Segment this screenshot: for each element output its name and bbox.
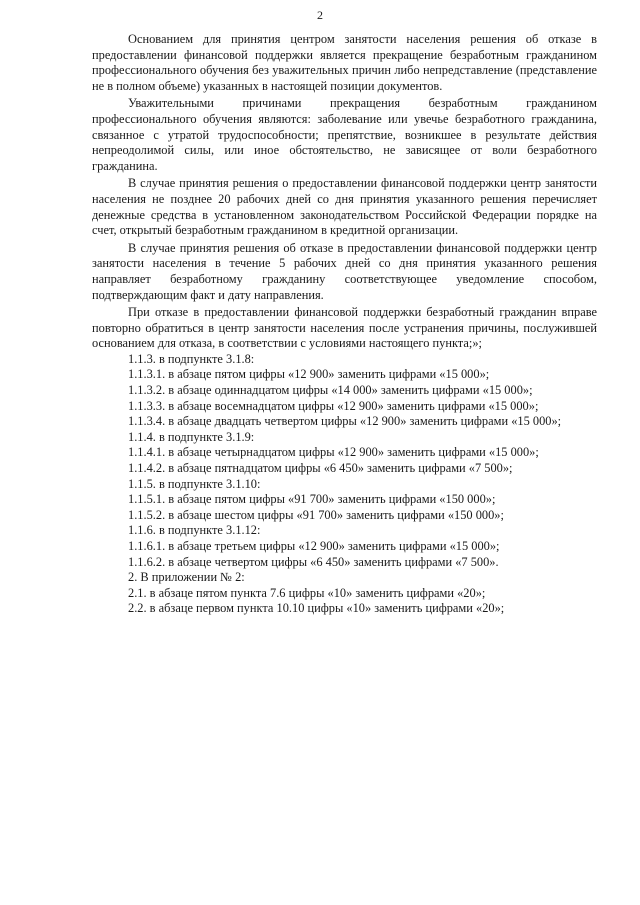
amendment-item: 2.1. в абзаце пятом пункта 7.6 цифры «10» заменить цифрами «20»; <box>128 585 486 600</box>
amendment-item: 2. В приложении № 2: <box>128 570 245 585</box>
amendment-item: 1.1.4.2. в абзаце пятнадцатом цифры «6 450» заменить цифрами «7 500»; <box>128 461 513 476</box>
paragraph: Основанием для принятия центром занятости населения решения об отказе в предоставлении финансовой поддержки является прекращение безработным гражданином профессионального обучения без уважительных причин либо непредставление (представление не в полном объеме) указанных в настоящей позиции документов. <box>92 32 597 93</box>
amendment-item: 1.1.6. в подпункте 3.1.12: <box>128 523 261 538</box>
amendment-item: 1.1.6.1. в абзаце третьем цифры «12 900» заменить цифрами «15 000»; <box>128 539 500 553</box>
amendment-item: 1.1.3. в подпункте 3.1.8: <box>128 351 255 366</box>
amendment-item: 1.1.4. в подпункте 3.1.9: <box>128 429 255 444</box>
paragraph: Уважительными причинами прекращения безработным гражданином профессионального обучения являются: заболевание или увечье безработного гражданина, связанное с утратой трудоспособности; препятствие, возникшее в результате действия непреодолимой силы, или иное обстоятельство, не зависящее от воли безработного гражданина. <box>92 96 597 173</box>
amendment-item: 1.1.3.1. в абзаце пятом цифры «12 900» заменить цифрами «15 000»; <box>128 367 490 382</box>
amendment-item: 1.1.5.1. в абзаце пятом цифры «91 700» заменить цифрами «150 000»; <box>128 492 496 507</box>
amendment-item: 1.1.4.1. в абзаце четырнадцатом цифры «12 900» заменить цифрами «15 000»; <box>128 445 539 460</box>
paragraph: При отказе в предоставлении финансовой поддержки безработный гражданин вправе повторно обратиться в центр занятости населения после устранения причины, послужившей основанием для отказа, в соответствии с условиями настоящего пункта;»; <box>92 305 597 351</box>
amendment-item: 1.1.5.2. в абзаце шестом цифры «91 700» заменить цифрами «150 000»; <box>128 507 504 522</box>
document-body <box>92 32 597 617</box>
amendment-item: 1.1.3.4. в абзаце двадцать четвертом цифры «12 900» заменить цифрами «15 000»; <box>128 414 562 429</box>
amendment-item: 1.1.3.3. в абзаце восемнадцатом цифры «12 900» заменить цифрами «15 000»; <box>128 398 539 413</box>
paragraph: В случае принятия решения о предоставлении финансовой поддержки центр занятости населения не позднее 20 рабочих дней со дня принятия указанного решения перечисляет денежные средства в установленном законодательством Российской Федерации порядке на счет, открытый безработным гражданином в кредитной организации. <box>92 176 597 238</box>
amendment-item: 2.2. в абзаце первом пункта 10.10 цифры «10» заменить цифрами «20»; <box>128 601 505 616</box>
amendment-item: 1.1.6.2. в абзаце четвертом цифры «6 450» заменить цифрами «7 500». <box>128 554 499 569</box>
paragraph: В случае принятия решения об отказе в предоставлении финансовой поддержки центр занятости населения в течение 5 рабочих дней со дня принятия указанного решения направляет безработному гражданину соответствующее уведомление способом, подтверждающим факт и дату направления. <box>92 240 597 302</box>
page-number: 2 <box>317 8 323 22</box>
amendment-item: 1.1.5. в подпункте 3.1.10: <box>128 476 261 491</box>
amendment-item: 1.1.3.2. в абзаце одиннадцатом цифры «14 000» заменить цифрами «15 000»; <box>128 383 533 398</box>
